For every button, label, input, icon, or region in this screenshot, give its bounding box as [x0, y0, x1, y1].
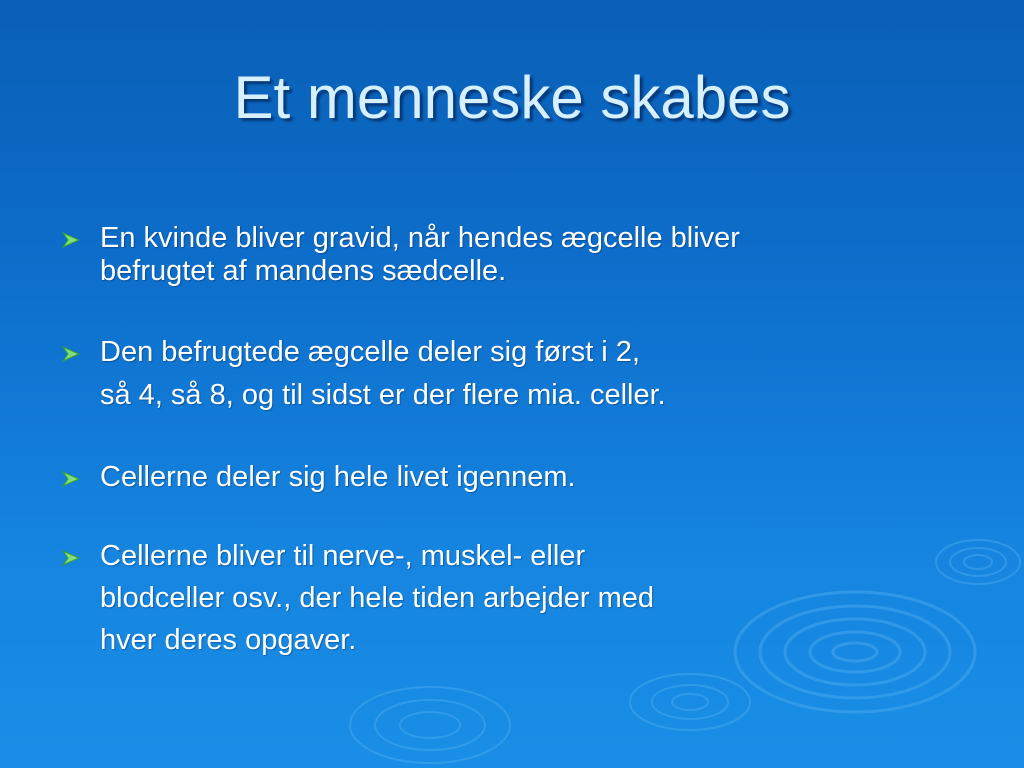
- bullet-text-line: Cellerne deler sig hele livet igennem.: [100, 461, 576, 493]
- list-item: [62, 336, 962, 412]
- bullet-text-line: Den befrugtede ægcelle deler sig først i 2,: [100, 336, 640, 368]
- list-item: [62, 222, 962, 288]
- slide-title: Et menneske skabes: [233, 64, 791, 131]
- bullet-text-line: blodceller osv., der hele tiden arbejder med: [100, 582, 655, 614]
- bullet-text-line: så 4, så 8, og til sidst er der flere mia. celler.: [100, 379, 666, 411]
- list-item: [62, 461, 962, 494]
- arrow-bullet-icon: [62, 471, 80, 487]
- bullet-text-line: En kvinde bliver gravid, når hendes ægcelle bliver: [100, 222, 740, 254]
- arrow-bullet-icon: [62, 346, 80, 362]
- arrow-bullet-icon: [62, 550, 80, 566]
- bullet-text-line: hver deres opgaver.: [100, 624, 357, 656]
- bullet-text-line: befrugtet af mandens sædcelle.: [100, 255, 507, 287]
- arrow-bullet-icon: [62, 232, 80, 248]
- list-item: [62, 540, 962, 657]
- bullet-text-line: Cellerne bliver til nerve-, muskel- eller: [100, 540, 586, 572]
- bullet-list: [62, 222, 962, 657]
